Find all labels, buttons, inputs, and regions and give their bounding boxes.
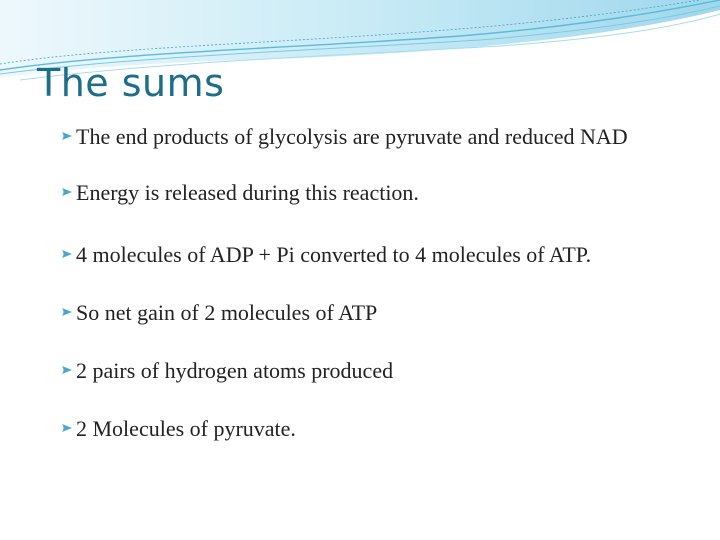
arrow-bullet-icon	[60, 363, 74, 377]
bullet-text: 4 molecules of ADP + Pi converted to 4 molecules of ATP.	[76, 242, 592, 267]
bullet-text: Energy is released during this reaction.	[76, 180, 419, 205]
bullet-item	[60, 418, 700, 440]
bullet-text: The end products of glycolysis are pyruvate and reduced NAD	[76, 124, 628, 149]
arrow-bullet-icon	[60, 305, 74, 319]
bullet-item	[60, 302, 700, 324]
arrow-bullet-icon	[60, 421, 74, 435]
bullet-item	[60, 244, 700, 266]
bullet-item	[60, 360, 700, 382]
arrow-bullet-icon	[60, 129, 74, 143]
bullet-text: 2 pairs of hydrogen atoms produced	[76, 358, 394, 383]
bullet-item	[60, 126, 700, 148]
bullet-item	[60, 182, 700, 204]
bullet-list	[60, 126, 700, 440]
arrow-bullet-icon	[60, 247, 74, 261]
arrow-bullet-icon	[60, 185, 74, 199]
slide-title: The sums	[37, 61, 225, 105]
bullet-text: 2 Molecules of pyruvate.	[76, 416, 296, 441]
bullet-text: So net gain of 2 molecules of ATP	[76, 300, 378, 325]
